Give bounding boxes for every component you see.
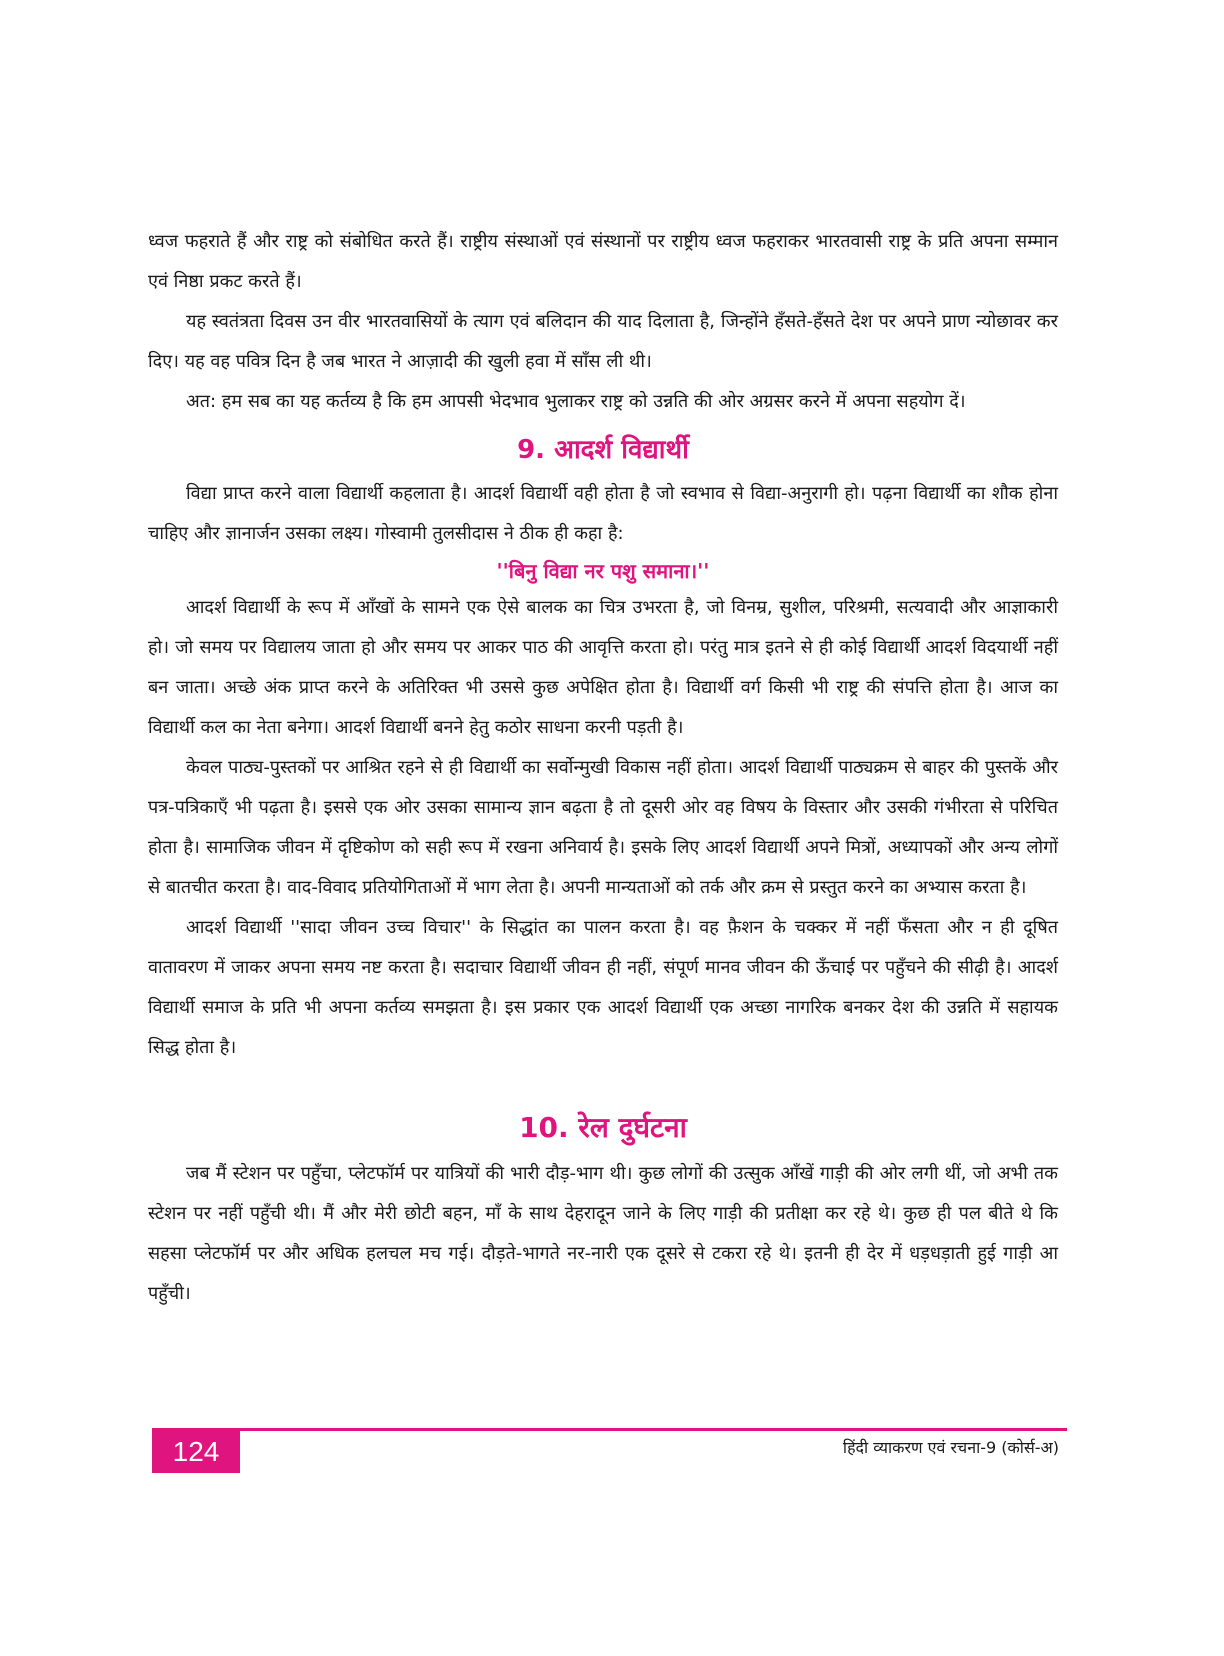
section-9-title: 9. आदर्श विद्यार्थी — [517, 435, 689, 465]
section-10-title: 10. रेल दुर्घटना — [519, 1111, 687, 1144]
section-9-quote: ''बिनु विद्या नर पशु समाना।'' — [496, 559, 710, 583]
paragraph-flag-hoisting: ध्वज फहराते हैं और राष्ट्र को संबोधित करते हैं। राष्ट्रीय संस्थाओं एवं संस्थानों पर राष्ट्रीय ध्वज फहराकर भारतवासी राष्ट्र के प्रति अपना सम्मान एवं निष्ठा प्रकट करते हैं। — [148, 231, 1058, 292]
paragraph-duty: अत: हम सब का यह कर्तव्य है कि हम आपसी भेदभाव भुलाकर राष्ट्र को उन्नति की ओर अग्रसर करने में अपना सहयोग दें। — [186, 391, 966, 412]
section-9-paragraph-2: केवल पाठ्य-पुस्तकों पर आश्रित रहने से ही विद्यार्थी का सर्वोन्मुखी विकास नहीं होता। आदर्श विद्यार्थी पाठ्यक्रम से बाहर की पुस्तकें और पत्र-पत्रिकाएँ भी पढ़ता है। इससे एक ओर उसका सामान्य ज्ञान बढ़ता है तो दूसरी ओर वह विषय के विस्तार और उसकी गंभीरता से परिचित होता है। सामाजिक जीवन में दृष्टिकोण को सही रूप में रखना अनिवार्य है। इसके लिए आदर्श विद्यार्थी अपने मित्रों, अध्यापकों और अन्य लोगों से बातचीत करता है। वाद-विवाद प्रतियोगिताओं में भाग लेता है। अपनी मान्यताओं को तर्क और क्रम से प्रस्तुत करने का अभ्यास करता है। — [148, 757, 1058, 898]
section-9-intro: विद्या प्राप्त करने वाला विद्यार्थी कहलाता है। आदर्श विद्यार्थी वही होता है जो स्वभाव से विद्या-अनुरागी हो। पढ़ना विद्यार्थी का शौक होना चाहिए और ज्ञानार्जन उसका लक्ष्य। गोस्वामी तुलसीदास ने ठीक ही कहा है: — [148, 483, 1058, 544]
section-9-paragraph-3: आदर्श विद्यार्थी ''सादा जीवन उच्च विचार'' के सिद्धांत का पालन करता है। वह फ़ैशन के चक्कर में नहीं फँसता और न ही दूषित वातावरण में जाकर अपना समय नष्ट करता है। सदाचार विद्यार्थी जीवन ही नहीं, संपूर्ण मानव जीवन की ऊँचाई पर पहुँचने की सीढ़ी है। आदर्श विद्यार्थी समाज के प्रति भी अपना कर्तव्य समझता है। इस प्रकार एक आदर्श विद्यार्थी एक अच्छा नागरिक बनकर देश की उन्नति में सहायक सिद्ध होता है। — [148, 917, 1058, 1058]
section-10-paragraph: जब मैं स्टेशन पर पहुँचा, प्लेटफॉर्म पर यात्रियों की भारी दौड़-भाग थी। कुछ लोगों की उत्सुक आँखें गाड़ी की ओर लगी थीं, जो अभी तक स्टेशन पर नहीं पहुँची थी। मैं और मेरी छोटी बहन, माँ के साथ देहरादून जाने के लिए गाड़ी की प्रतीक्षा कर रहे थे। कुछ ही पल बीते थे कि सहसा प्लेटफॉर्म पर और अधिक हलचल मच गई। दौड़ते-भागते नर-नारी एक दूसरे से टकरा रहे थे। इतनी ही देर में धड़धड़ाती हुई गाड़ी आ पहुँची। — [148, 1163, 1058, 1304]
book-title: हिंदी व्याकरण एवं रचना-9 (कोर्स-अ) — [842, 1438, 1059, 1457]
page-content — [148, 222, 1058, 1314]
footer-divider — [152, 1428, 1067, 1431]
paragraph-independence-day: यह स्वतंत्रता दिवस उन वीर भारतवासियों के त्याग एवं बलिदान की याद दिलाता है, जिन्होंने हँसते-हँसते देश पर अपने प्राण न्योछावर कर दिए। यह वह पवित्र दिन है जब भारत ने आज़ादी की खुली हवा में साँस ली थी। — [148, 311, 1058, 372]
page-number: 124 — [152, 1431, 240, 1473]
section-9-paragraph-1: आदर्श विद्यार्थी के रूप में आँखों के सामने एक ऐसे बालक का चित्र उभरता है, जो विनम्र, सुशील, परिश्रमी, सत्यवादी और आज्ञाकारी हो। जो समय पर विद्यालय जाता हो और समय पर आकर पाठ की आवृत्ति करता हो। परंतु मात्र इतने से ही कोई विद्यार्थी आदर्श विदयार्थी नहीं बन जाता। अच्छे अंक प्राप्त करने के अतिरिक्त भी उससे कुछ अपेक्षित होता है। विद्यार्थी वर्ग किसी भी राष्ट्र की संपत्ति होता है। आज का विद्यार्थी कल का नेता बनेगा। आदर्श विद्यार्थी बनने हेतु कठोर साधना करनी पड़ती है। — [148, 597, 1058, 738]
